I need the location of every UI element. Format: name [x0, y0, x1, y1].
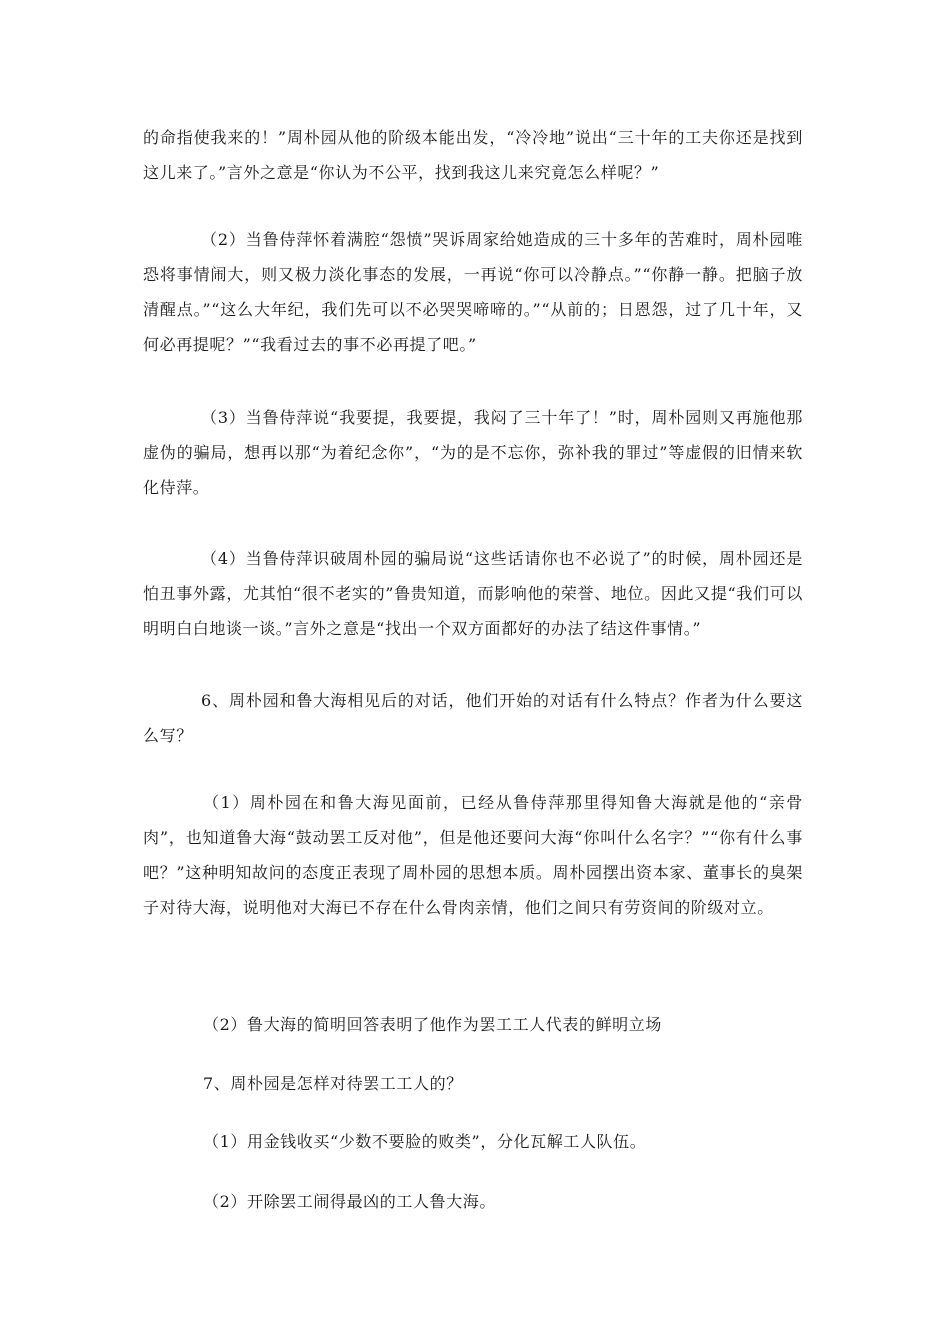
paragraph-q6-answer-1: （1）周朴园在和鲁大海见面前，已经从鲁侍萍那里得知鲁大海就是他的“亲骨肉”，也知道鲁大海“鼓动罢工反对他”，但是他还要问大海“你叫什么名字？”“你有什么事吧？”这种明知故问的态度正表现了周朴园的思想本质。周朴园摆出资本家、董事长的臭架子对待大海，说明他对大海已不存在什么骨肉亲情，他们之间只有劳资间的阶级对立。	[143, 793, 803, 917]
question-7: 7、周朴园是怎样对待罢工工人的？	[203, 1074, 463, 1093]
paragraph-zhou-cold-reply: 的命指使我来的！”周朴园从他的阶级本能出发，“冷冷地”说出“三十年的工夫你还是找到这儿来了。”言外之意是“你认为不公平，找到我这儿来究竟怎么样呢？”	[143, 128, 803, 182]
paragraph-q7-answer-1: （1）用金钱收买“少数不要脸的败类”，分化瓦解工人队伍。	[203, 1132, 647, 1151]
paragraph-point-4: （4）当鲁侍萍识破周朴园的骗局说“这些话请你也不必说了”的时候，周朴园还是怕丑事外露，尤其怕“很不老实的”鲁贵知道，而影响他的荣誉、地位。因此又提“我们可以明明白白地谈一谈。”言外之意是“找出一个双方面都好的办法了结这件事情。”	[143, 549, 803, 638]
question-6: 6、周朴园和鲁大海相见后的对话，他们开始的对话有什么特点？作者为什么要这么写？	[143, 691, 803, 745]
paragraph-point-3: （3）当鲁侍萍说“我要提，我要提，我闷了三十年了！”时，周朴园则又再施他那虚伪的骗局，想再以那“为着纪念你”，“为的是不忘你，弥补我的罪过”等虚假的旧情来软化侍萍。	[143, 408, 803, 497]
paragraph-point-2: （2）当鲁侍萍怀着满腔“怨愤”哭诉周家给她造成的三十多年的苦难时，周朴园唯恐将事情闹大，则又极力淡化事态的发展，一再说“你可以冷静点。”“你静一静。把脑子放清醒点。”“这么大年纪，我们先可以不必哭哭啼啼的。”“从前的；日恩怨，过了几十年，又何必再提呢？”“我看过去的事不必再提了吧。”	[143, 230, 803, 354]
paragraph-q6-answer-2: （2）鲁大海的简明回答表明了他作为罢工工人代表的鲜明立场	[203, 1015, 662, 1034]
paragraph-q7-answer-2: （2）开除罢工闹得最凶的工人鲁大海。	[203, 1192, 496, 1211]
